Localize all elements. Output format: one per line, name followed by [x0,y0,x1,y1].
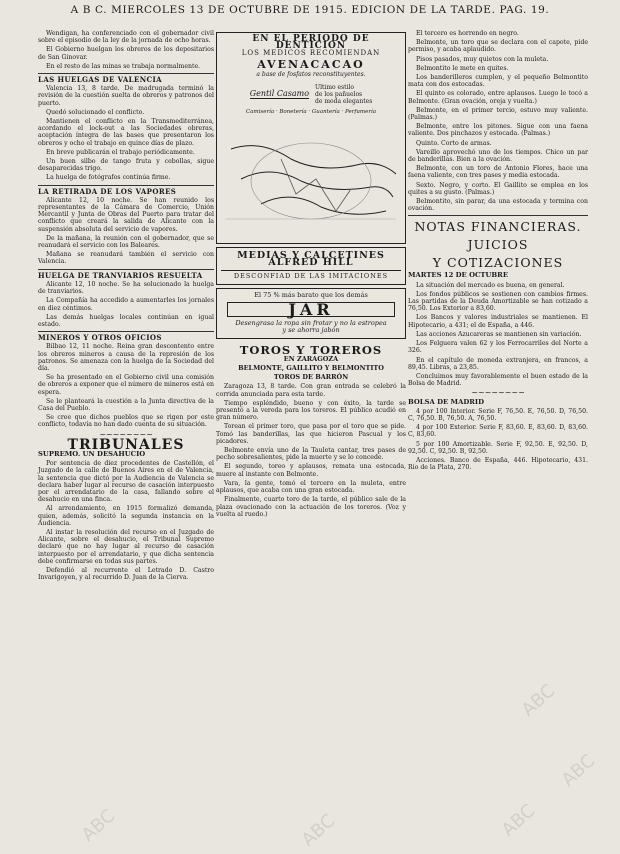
ad-text: de moda elegantes [315,98,373,106]
watermark: ABC [77,805,120,846]
avenacacao-ad [216,32,406,244]
ad-subheadline: LOS MEDICOS RECOMIENDAN [241,49,381,58]
paragraph: Mañana se reanudará también el servicio con Valencia. [38,251,214,266]
paragraph: Belmonte, en el primer tercio, estuvo muy valiente. (Palmas.) [408,106,588,122]
paragraph: Tiempo espléndido, bueno y con éxito, la tarde se presentó a la vereda para los toreros. El público acudió en gran número. [216,399,406,422]
column-2 [216,30,406,520]
paragraph: La situación del mercado es buena, en general. [416,281,565,289]
paragraph: Belmonte envía uno de la Tauleta cantar, tres pases de pecho sobresalientes, pide la muerte y se lo concede. [216,447,406,462]
paragraph: Belmontito le mete en quites. [416,64,509,72]
ad-text: y se ahorra jabón [282,326,340,335]
paragraph: La huelga de fotógrafos continúa firme. [46,174,171,182]
ad-text: Camisería · Bonetería · Guantería · Perfumería [245,109,377,116]
notas-financieras-title: NOTAS FINANCIERAS. [414,219,582,235]
paragraph: Mantienen el conflicto en la Transmediterránea, acordando el lock-out a las Sociedades obreras, aceptación íntegra de las bases que presentaron los obreros y ocho el trabajo en quince días de plazo. [38,118,214,147]
ad-tagline: a base de fosfatos reconstituyentes. [256,70,366,78]
paragraph: En el capítulo de moneda extranjera, en francos, a 89,45. Libras, a 23,85. [408,356,588,371]
section-heading: LAS HUELGAS DE VALENCIA [38,73,214,83]
ad-text: de los pañuelos [315,91,363,99]
page-header: A B C. MIERCOLES 13 DE OCTUBRE DE 1915. EDICION DE LA TARDE. PAG. 19. [70,4,550,16]
paragraph: Belmonte, un toro que se declara con el capote, pide permiso, y acaba aplaudido. [408,39,588,54]
paragraph: Se le planteará la cuestión a la Junta directiva de la Casa del Pueblo. [38,397,214,412]
paragraph: De la mañana, la reunión con el gobernador, que se reanudará el servicio con los Baleares. [38,234,214,250]
paragraph: Por sentencia de diez procedentes de Castellón, el Juzgado de la calle de Buenos Aires en el de Valencia, la sentencia que dictó por la Audiencia de Valencia se declara haber lugar al recurso de casación interpuesto por el arrendatario de la casa, fallando sobre el desahucio en una finca. [38,460,214,504]
paragraph: Los Bancos y valores industriales se mantienen. El Hipotecario, a 431; el de España, a 446. [408,314,588,329]
ad-text: El 75 % más barato que los demás [254,290,368,299]
juicios-title: JUICIOS [467,237,529,253]
column-1 [38,30,214,583]
paragraph: Torean el primer toro, que pasa por el toro que se pide. Tomó las banderillas, las que hicieron Pascual y los picadores. [216,423,406,445]
paragraph: Alicante 12, 10 noche. Se ha solucionado la huelga de tranviarios. [38,280,214,296]
cotizaciones-title: Y COTIZACIONES [432,255,564,271]
paragraph: Se cree que dichos pueblos que se rigen por este conflicto, todavía no han dado cuenta de su situación. [38,414,214,429]
paragraph: 4 por 100 Interior. Serie F, 76,50. E, 76,50. D, 76,50. C, 76,50. B, 76,50. A, 76,50. [408,407,588,422]
paragraph: En breve publicarán el trabajo periódicamente. [46,148,195,156]
paragraph: Quinto. Corto de armas. [416,139,492,147]
paragraph: Defendió al recurrente el Letrado D. Castro Invarigoyen, y al recurrido D. Juan de la Cierva. [38,567,214,582]
paragraph: Vareillo aprovechó uno de los tiempos. Chico un par de banderillas. Bien a la ovación. [408,148,588,164]
column-3 [408,30,588,473]
toros-line: TOROS DE BARRÓN [273,373,349,382]
paragraph: Pisos pasados, muy quietos con la muleta. [416,55,549,63]
paragraph: Las demás huelgas locales continúan en igual estado. [38,313,214,328]
paragraph: Vara, la gente, tomó el tercero en la muleta, entre aplausos, que acaba con una gran estocada. [216,479,406,495]
ad-text: Desengrasa la ropa sin frotar y no la estropea [235,319,387,328]
paragraph: Los banderilleros cumplen, y el pequeño Belmontito mata con dos estocadas. [408,74,588,89]
paragraph: Belmonte, entre los pitones. Sigue con una faena valiente. Dos pinchazos y estocada. (Palmas.) [408,123,588,138]
paragraph: Se ha presentado en el Gobierno civil una comisión de obreros a exponer que el número de mineros está en espera. [38,374,214,396]
ornament-divider: ~~~~~~~~ [471,388,525,398]
section-heading: LA RETIRADA DE LOS VAPORES [38,185,214,195]
jar-soap-ad [216,288,406,339]
paragraph: Bilbao 12, 11 noche. Reina gran descontento entre los obreros mineros a causa de la represión de los patronos. Se amenaza con la huelga de la Sociedad del día. [38,343,214,372]
watermark: ABC [497,800,540,841]
tribunales-title: TRIBUNALES [67,436,185,453]
date-heading: MARTES 12 DE OCTUBRE [408,271,508,280]
hands-drawing-icon [221,119,401,237]
watermark: ABC [297,810,340,851]
jar-box [227,300,395,320]
paragraph: En el resto de las minas se trabaja normalmente. [46,62,201,70]
hands-illustration [220,119,402,237]
paragraph: Al arrendamiento, en 1915 formalizó demanda, quien, además, solicitó la segunda instancia en la Audiencia. [38,505,214,527]
ad-subheadline: DESCONFIAD DE LAS IMITACIONES [221,270,401,280]
paragraph: El segundo, toreo y aplausos, remata una estocada, muere al instante con Belmonte. [216,463,406,478]
paragraph: Las acciones Azucareras se mantienen sin variación. [416,330,582,338]
paragraph: Belmonte, con un toro de Antonio Flores, hace una faena valiente, con tres pases y media estocada. [408,165,588,180]
paragraph: Finalmente, cuarto toro de la tarde, el público sale de la plaza ovacionado con la actuación de los toreros. (Voz y vuelta al ruedo.) [216,496,406,518]
paragraph: Un buen silbo de tango fruta y cebollas, sigue desaparecidas trigo. [38,158,214,173]
paragraph: El quinto es colorado, entre aplausos. Luego le tocó a Belmonte. (Gran ovación, oreja y vuelta.) [408,90,588,105]
paragraph: Sexto. Negro, y corto. El Gaillito se emplea en los quites a su gusto. (Palmas.) [408,181,588,196]
section-heading: HUELGA DE TRANVIARIOS RESUELTA [38,269,214,279]
ornament-divider: ~~~~~~~~ [99,429,153,439]
section-heading: SUPREMO. UN DESAHUCIO [38,449,146,458]
paragraph: El Gobierno huelgan los obreros de los depositarios de San Ginovar. [38,46,214,61]
paragraph: Valencia 13, 8 tarde. De madrugada terminó la revisión de la cuestión suelta de obreros y patronos del puerto. [38,85,214,107]
paragraph: El tercero es horrendo en negro. [416,30,519,37]
section-heading: MINEROS Y OTROS OFICIOS [38,331,214,341]
paragraph: 5 por 100 Amortizable. Serie F, 92,50. E, 92,50. D, 92,50. C, 92,50. B, 92,50. [408,440,588,455]
ad-text: Ultimo estilo [315,84,355,92]
paragraph: Wendigan, ha conferenciado con el gobernador civil sobre el episodio de la ley de la jornada de ocho horas. [38,30,214,45]
toros-subtitle: EN ZARAGOZA [283,354,339,363]
ad-brand: AVENACACAO [257,57,365,71]
watermark: ABC [517,680,560,721]
ad-headline: EN EL PERIODO DE DENTICION [252,34,370,52]
paragraph: Concluimos muy favorablemente el buen estado de la Bolsa de Madrid. [408,372,588,388]
paragraph: 4 por 100 Exterior. Serie F, 83,60. E, 83,60. D, 83,60. C, 83,60. [408,424,588,439]
paragraph: Los fondos públicos se sostienen con cambios firmes. Las partidas de la Deuda Amortizable se han cotizado a 76,50. Los Exterior a 83,60. [408,290,588,313]
paragraph: Los Felguera valen 62 y los Ferrocarriles del Norte a 326. [408,340,588,355]
paragraph: Acciones. Banco de España, 446. Hipotecario, 431. Río de la Plata, 270. [408,456,588,472]
paragraph: Al instar la resolución del recurso en el Juzgado de Alicante, sobre el desahucio, el Tribunal Supremo declaró que no hay lugar al recurso de casación interpuesto por el arrendatario, y que dicha sentencia debe confirmarse en todas sus partes. [38,528,214,565]
section-heading: BOLSA DE MADRID [408,397,484,406]
alfred-hill-ad [216,247,406,285]
paragraph: La Compañía ha accedido a aumentarles los jornales en diez céntimos. [38,297,214,312]
ad-logo-signature: Gentil Casamo [249,89,310,99]
watermark: ABC [557,750,600,791]
paragraph: Quedó solucionado el conflicto. [46,108,145,116]
ad-headline: MEDIAS Y CALCETINES ALFRED HILL [237,250,385,269]
toros-title: TOROS Y TOREROS [239,342,383,357]
paragraph: Belmontito, sin parar, da una estocada y termina con ovación. [408,198,588,213]
toros-line: BELMONTE, GAILLITO Y BELMONTITO [238,364,384,373]
ad-brand: JAR [288,300,334,320]
paragraph: Zaragoza 13, 8 tarde. Con gran entrada se celebró la corrida anunciada para esta tarde. [216,383,406,398]
paragraph: Alicante 12, 10 noche. Se han reunido los representantes de la Cámara de Comercio, Unión Mercantil y Junta de Obras del Puerto para tratar del conflicto que creará la salida de Alicante con la suspensión absoluta del servicio de vapores. [38,196,214,233]
